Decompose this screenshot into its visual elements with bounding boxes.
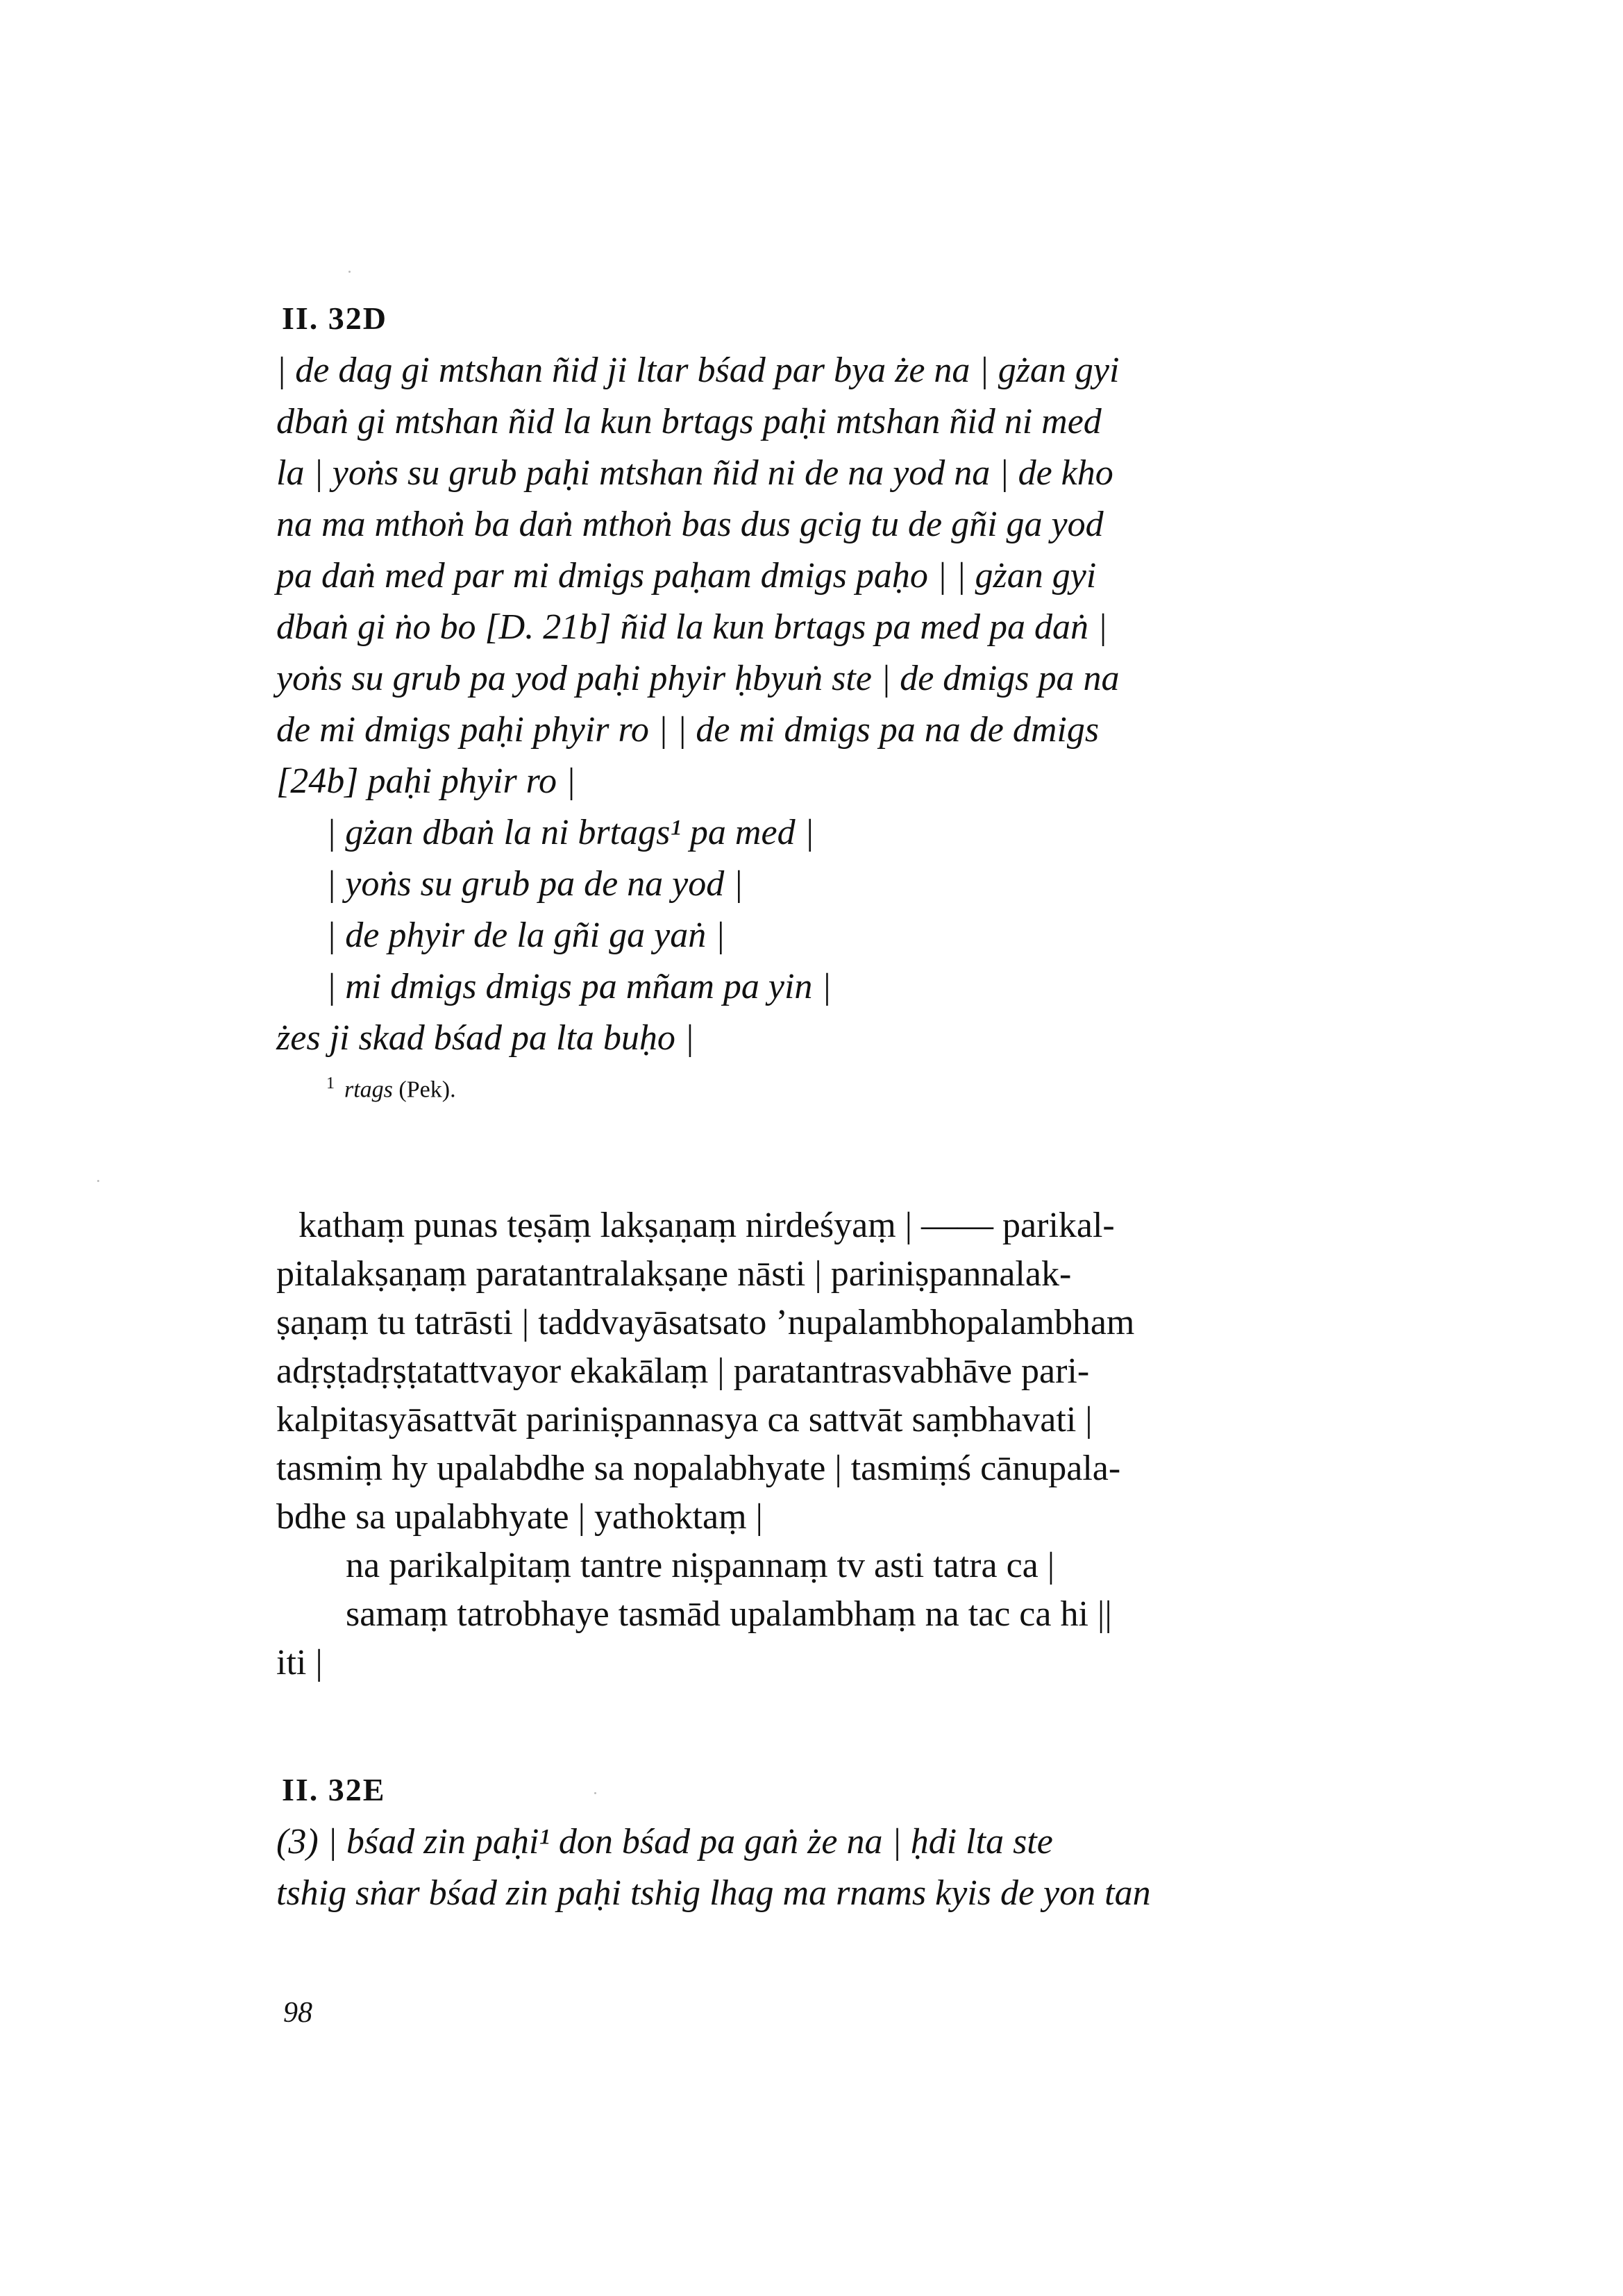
tibetan-line: la | yoṅs su grub paḥi mtshan ñid ni de na yod na | de kho — [276, 453, 1113, 493]
page-number: 98 — [283, 1997, 312, 2029]
sanskrit-line: pitalakṣaṇaṃ paratantralakṣaṇe nāsti | pariniṣpannalak- — [276, 1254, 1072, 1294]
tibetan-line: tshig sṅar bśad zin paḥi tshig lhag ma rnams kyis de yon tan — [276, 1873, 1151, 1913]
sanskrit-line: kathaṃ punas teṣāṃ lakṣaṇaṃ nirdeśyaṃ | —— parikal- — [298, 1206, 1115, 1245]
tibetan-verse-line: | yoṅs su grub pa de na yod | — [326, 864, 743, 904]
tibetan-line: [24b] paḥi phyir ro | — [276, 761, 576, 801]
section-heading-32d: II. 32D — [282, 301, 388, 336]
tibetan-closing-line: żes ji skad bśad pa lta buḥo | — [276, 1018, 695, 1058]
tibetan-line: | de dag gi mtshan ñid ji ltar bśad par bya że na | gżan gyi — [276, 351, 1120, 390]
tibetan-line: (3) | bśad zin paḥi¹ don bśad pa gaṅ że na | ḥdi lta ste — [276, 1822, 1053, 1862]
scan-speck — [348, 271, 351, 273]
footnote-marker: 1 — [326, 1074, 335, 1092]
tibetan-verse-line: | mi dmigs dmigs pa mñam pa yin | — [326, 967, 832, 1006]
sanskrit-line: bdhe sa upalabhyate | yathoktaṃ | — [276, 1497, 763, 1537]
tibetan-line: dbaṅ gi ṅo bo [D. 21b] ñid la kun brtags pa med pa daṅ | — [276, 607, 1108, 647]
sanskrit-line: kalpitasyāsattvāt pariniṣpannasya ca sattvāt saṃbhavati | — [276, 1400, 1093, 1440]
sanskrit-line: ṣaṇaṃ tu tatrāsti | taddvayāsatsato ’nupalambhopalambham — [276, 1303, 1135, 1342]
footnote-source: (Pek). — [398, 1077, 456, 1103]
sanskrit-line: adṛṣṭadṛṣṭatattvayor ekakālaṃ | paratantrasvabhāve pari- — [276, 1351, 1090, 1391]
tibetan-line: yoṅs su grub pa yod paḥi phyir ḥbyuṅ ste | de dmigs pa na — [276, 659, 1120, 698]
sanskrit-line: tasmiṃ hy upalabdhe sa nopalabhyate | tasmiṃś cānupala- — [276, 1449, 1121, 1488]
scan-speck — [97, 1180, 99, 1182]
sanskrit-closing-line: iti | — [276, 1643, 323, 1682]
sanskrit-verse-line: na parikalpitaṃ tantre niṣpannaṃ tv asti tatra ca | — [346, 1546, 1055, 1585]
footnote — [326, 1074, 456, 1103]
footnote-term: rtags — [344, 1077, 393, 1103]
section-heading-32e: II. 32E — [282, 1772, 386, 1807]
tibetan-line: pa daṅ med par mi dmigs paḥam dmigs paḥo | | gżan gyi — [276, 556, 1097, 596]
tibetan-line: dbaṅ gi mtshan ñid la kun brtags paḥi mtshan ñid ni med — [276, 402, 1102, 441]
tibetan-verse-line: | de phyir de la gñi ga yaṅ | — [326, 915, 725, 955]
scan-speck — [594, 1792, 596, 1794]
tibetan-verse-line: | gżan dbaṅ la ni brtags¹ pa med | — [326, 813, 814, 852]
sanskrit-verse-line: samaṃ tatrobhaye tasmād upalambhaṃ na tac ca hi || — [346, 1594, 1112, 1634]
tibetan-line: na ma mthoṅ ba daṅ mthoṅ bas dus gcig tu de gñi ga yod — [276, 505, 1104, 544]
tibetan-line: de mi dmigs paḥi phyir ro | | de mi dmigs pa na de dmigs — [276, 710, 1100, 750]
